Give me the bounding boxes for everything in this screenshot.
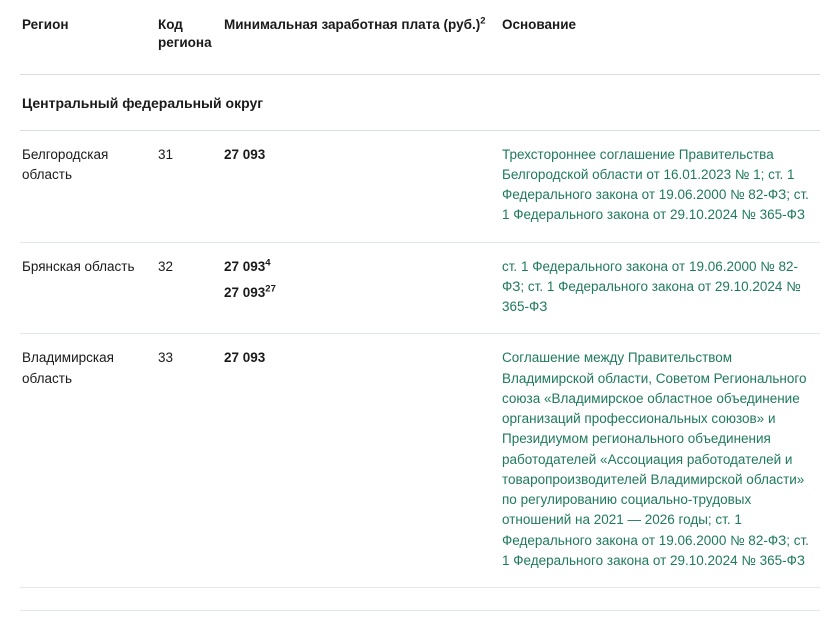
cell-region: Белгородская область bbox=[20, 130, 158, 242]
cell-minimum-wage bbox=[224, 334, 502, 588]
column-header-basis: Основание bbox=[502, 0, 820, 74]
wage-value bbox=[224, 348, 492, 368]
minimum-wage-table bbox=[20, 0, 820, 611]
table-row-partial bbox=[20, 588, 820, 611]
table-group-row-central-federal-district bbox=[20, 74, 820, 130]
table-row bbox=[20, 130, 820, 242]
basis-link[interactable]: ст. 1 Федерального закона от 19.06.2000 № 82-ФЗ; ст. 1 Федерального закона от 29.10.2024 № 365-ФЗ bbox=[502, 258, 801, 315]
table-header bbox=[20, 0, 820, 74]
wage-amount: 27 093 bbox=[224, 284, 266, 300]
column-header-minimum-wage bbox=[224, 0, 502, 74]
basis-link[interactable]: Трехстороннее соглашение Правительства Белгородской области от 16.01.2023 № 1; ст. 1 Федерального закона от 19.06.2000 № 82-ФЗ; ст. 1 Федерального закона от 29.10.2024 № 365-ФЗ bbox=[502, 146, 809, 223]
wage-footnote: 4 bbox=[265, 257, 271, 269]
cell-region-code bbox=[158, 588, 224, 611]
column-header-minimum-wage-footnote: 2 bbox=[480, 15, 486, 27]
cell-minimum-wage bbox=[224, 130, 502, 242]
cell-region-code: 31 bbox=[158, 130, 224, 242]
table-body bbox=[20, 74, 820, 611]
cell-region-code: 32 bbox=[158, 242, 224, 334]
wage-value bbox=[224, 257, 492, 277]
table-row bbox=[20, 242, 820, 334]
cell-region: Брянская область bbox=[20, 242, 158, 334]
cell-basis[interactable] bbox=[502, 130, 820, 242]
wage-footnote: 27 bbox=[265, 283, 276, 295]
cell-region-code: 33 bbox=[158, 334, 224, 588]
wage-amount: 27 093 bbox=[224, 258, 266, 274]
wage-value bbox=[224, 283, 492, 303]
group-label: Центральный федеральный округ bbox=[20, 74, 820, 130]
cell-region: Владимирская область bbox=[20, 334, 158, 588]
table-header-row bbox=[20, 0, 820, 74]
basis-link[interactable]: Соглашение между Правительством Владимирской области, Советом Регионального союза «Владимирское областное объединение организаций профессиональных союзов» и Президиумом регионального объединения работодателей «Ассоциация работодателей и товаропроизводителей Владимирской области» по регулированию социально-трудовых отношений на 2021 — 2026 годы; ст. 1 Федерального закона от 19.06.2000 № 82-ФЗ; ст. 1 Федерального закона от 29.10.2024 № 365-ФЗ bbox=[502, 350, 809, 568]
column-header-minimum-wage-label: Минимальная заработная плата (руб.) bbox=[224, 17, 481, 32]
cell-basis[interactable] bbox=[502, 242, 820, 334]
column-header-region: Регион bbox=[20, 0, 158, 74]
cell-basis[interactable] bbox=[502, 334, 820, 588]
wage-amount: 27 093 bbox=[224, 146, 266, 162]
cell-basis bbox=[502, 588, 820, 611]
table-row bbox=[20, 334, 820, 588]
cell-region bbox=[20, 588, 158, 611]
wage-amount: 27 093 bbox=[224, 350, 266, 366]
cell-minimum-wage bbox=[224, 242, 502, 334]
wage-value bbox=[224, 145, 492, 165]
column-header-region-code: Код региона bbox=[158, 0, 224, 74]
cell-minimum-wage bbox=[224, 588, 502, 611]
